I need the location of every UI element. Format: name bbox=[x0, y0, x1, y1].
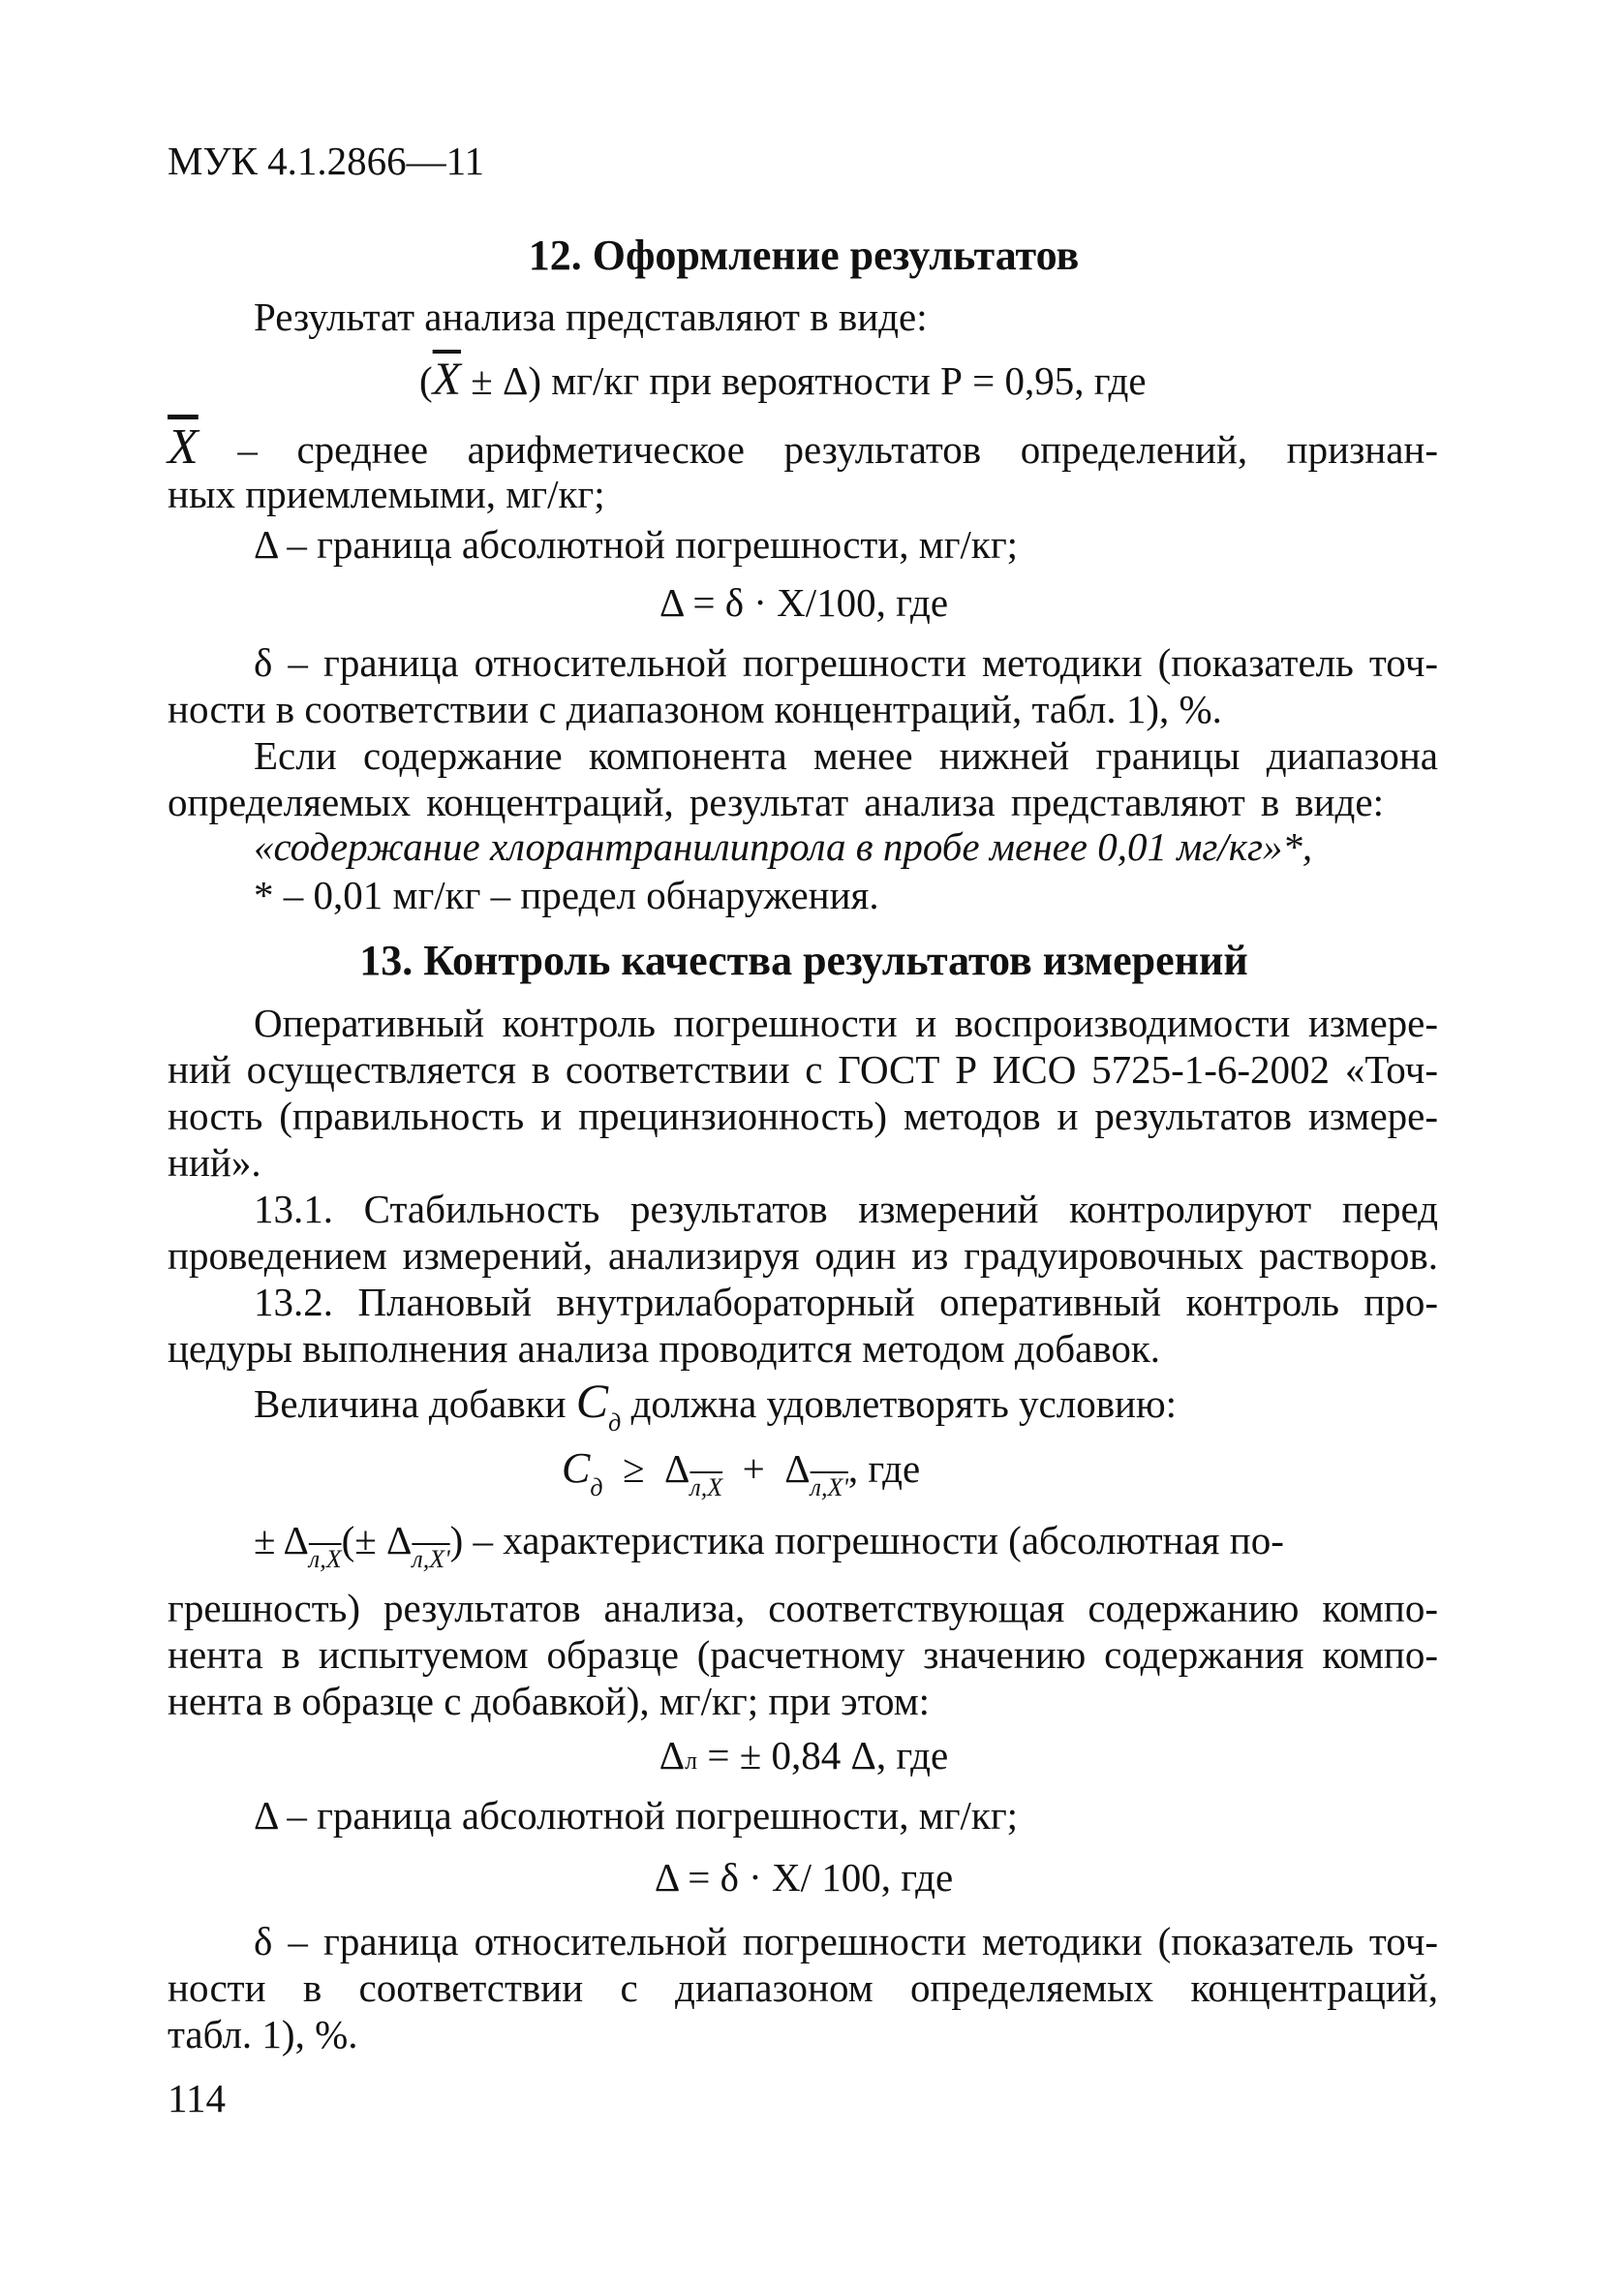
document-code: МУК 4.1.2866—11 bbox=[168, 139, 485, 183]
paragraph: нента в образце с добавкой), мг/кг; при этом: bbox=[168, 1679, 931, 1723]
delta-definition: Δ – граница абсолютной погрешности, мг/кг; bbox=[254, 1793, 1019, 1838]
condition-line: Величина добавки $С_д$ должна удовлетворять условию: bbox=[254, 1374, 1178, 1437]
paragraph: ность (правильность и прецинзионность) методов и результатов измере- bbox=[168, 1094, 1438, 1138]
paragraph: ний осуществляется в соответствии с ГОСТ Р ИСО 5725-1-6-2002 «Точ- bbox=[168, 1047, 1438, 1092]
page-number: 114 bbox=[168, 2076, 226, 2120]
rel-error-definition: δ – граница относительной погрешности методики (показатель точ- bbox=[254, 640, 1438, 685]
x-definition-cont: ных приемлемыми, мг/кг; bbox=[168, 472, 605, 516]
paragraph: проведением измерений, анализируя один из градуировочных растворов. bbox=[168, 1233, 1438, 1278]
rel-error-definition: δ – граница относительной погрешности методики (показатель точ- bbox=[254, 1919, 1438, 1963]
paragraph: нента в испытуемом образце (расчетному значению содержания компо- bbox=[168, 1632, 1438, 1677]
rel-error-definition-cont: табл. 1), %. bbox=[168, 2012, 358, 2056]
formula-delta-l: Δл = ± 0,84 Δ, где bbox=[659, 1733, 949, 1778]
formula-result: $(\overline{X} \pm \Delta)$ мг/кг при вероятности Р = 0,95, где bbox=[419, 354, 1147, 405]
paragraph: определяемых концентраций, результат анализа представляют в виде: bbox=[168, 780, 1384, 824]
paragraph: Оперативный контроль погрешности и воспроизводимости измере- bbox=[254, 1001, 1438, 1045]
error-characteristic: ± $\Delta_{л,X}(\pm \Delta_{л,X'})$ – характеристика погрешности (абсолютная по- bbox=[254, 1518, 1284, 1573]
section-13-title: 13. Контроль качества результатов измерений bbox=[359, 937, 1248, 984]
rel-error-definition-cont: ности в соответствии с диапазоном концентраций, табл. 1), %. bbox=[168, 687, 1222, 731]
result-template: «содержание хлорантранилипрола в пробе менее 0,01 мг/кг»*, bbox=[254, 824, 1313, 869]
paragraph: грешность) результатов анализа, соответствующая содержанию компо- bbox=[168, 1586, 1438, 1630]
inequality-formula: $С_д \ge \Delta_{л,X} + \Delta_{л,X'}$, где bbox=[562, 1444, 921, 1501]
paragraph: 13.2. Плановый внутрилабораторный оперативный контроль про- bbox=[254, 1280, 1438, 1324]
delta-definition: Δ – граница абсолютной погрешности, мг/кг; bbox=[254, 522, 1019, 567]
paragraph: цедуры выполнения анализа проводится методом добавок. bbox=[168, 1326, 1161, 1371]
paragraph: Если содержание компонента менее нижней границы диапазона bbox=[254, 733, 1438, 778]
paragraph: Результат анализа представляют в виде: bbox=[254, 294, 928, 339]
paragraph: ний». bbox=[168, 1140, 261, 1185]
formula-delta: Δ = δ · Х/100, где bbox=[659, 580, 949, 625]
formula-delta: Δ = δ · Х/ 100, где bbox=[654, 1855, 954, 1900]
rel-error-definition-cont: ности в соответствии с диапазоном определяемых концентраций, bbox=[168, 1965, 1438, 2010]
footnote: * – 0,01 мг/кг – предел обнаружения. bbox=[254, 873, 879, 917]
paragraph: 13.1. Стабильность результатов измерений контролируют перед bbox=[254, 1187, 1438, 1231]
x-definition: $\overline{X}$ – среднее арифметическое результатов определений, признан- bbox=[168, 419, 1438, 475]
section-12-title: 12. Оформление результатов bbox=[528, 232, 1080, 279]
